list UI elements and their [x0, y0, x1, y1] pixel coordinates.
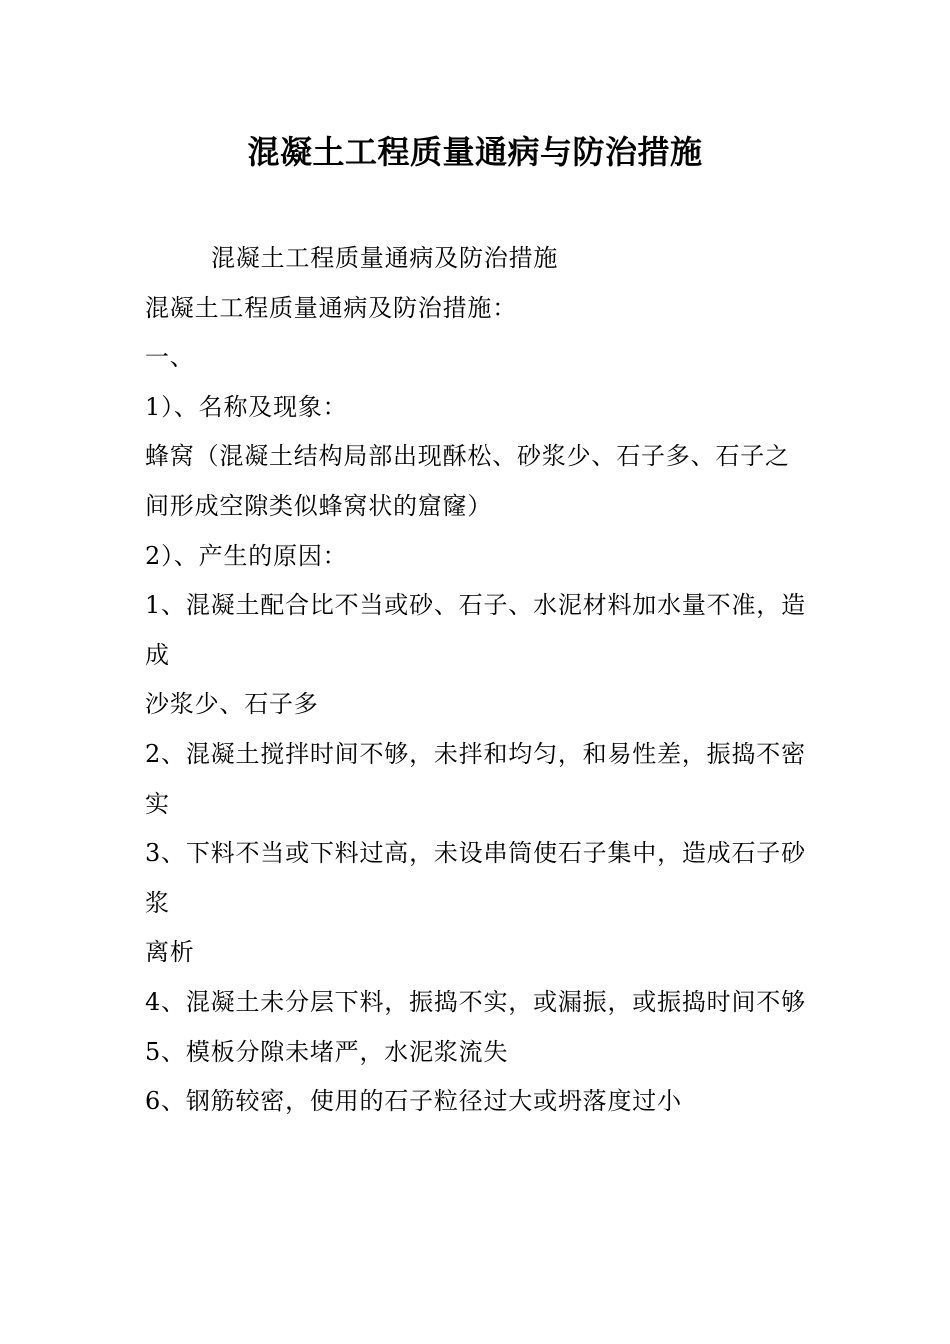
cause-item-4: 4、混凝土未分层下料，振捣不实，或漏振，或振捣时间不够: [145, 987, 806, 1016]
section-number: 一、: [145, 343, 195, 372]
phenomenon-paragraph: 蜂窝（混凝土结构局部出现酥松、砂浆少、石子多、石子之间形成空隙类似蜂窝状的窟窿）: [145, 442, 790, 520]
subtitle-line: 混凝土工程质量通病及防治措施: [211, 244, 559, 272]
cause-item-1-continued: 沙浆少、石子多: [145, 690, 319, 719]
cause-item-6: 6、钢筋较密，使用的石子粒径过大或坍落度过小: [145, 1087, 682, 1116]
document-body: [145, 234, 810, 1127]
cause-item-2: 2、混凝土搅拌时间不够，未拌和均匀，和易性差，振捣不密实: [145, 739, 806, 818]
cause-item-3: 3、下料不当或下料过高，未设串筒使石子集中，造成石子砂浆: [145, 839, 806, 917]
subsection-heading-name: 1）、名称及现象：: [145, 392, 348, 421]
cause-item-3-continued: 离析: [145, 938, 195, 967]
subsection-heading-cause: 2）、产生的原因：: [145, 541, 348, 570]
cause-item-5: 5、模板分隙未堵严，水泥浆流失: [145, 1037, 509, 1066]
document-title: 混凝土工程质量通病与防治措施: [247, 133, 703, 171]
cause-item-1: 1、混凝土配合比不当或砂、石子、水泥材料加水量不准，造成: [145, 591, 806, 669]
intro-line: 混凝土工程质量通病及防治措施：: [145, 293, 517, 322]
